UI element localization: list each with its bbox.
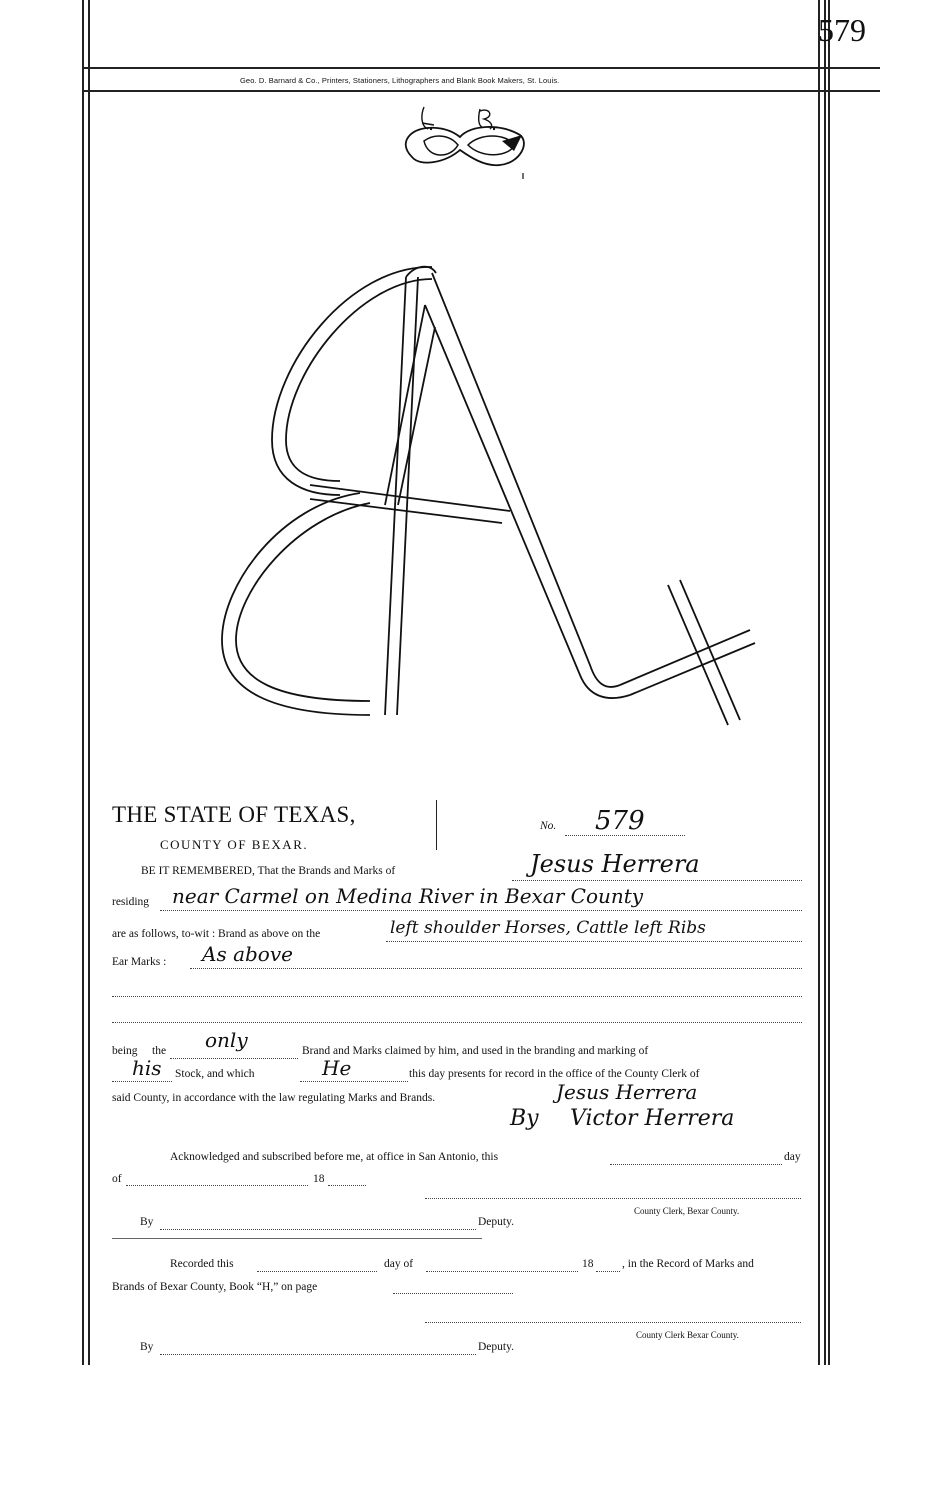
right-margin-rule-1 bbox=[818, 0, 820, 1365]
recorded-text: Recorded this bbox=[170, 1258, 234, 1270]
ack-day-label: day bbox=[784, 1151, 801, 1163]
heading-bracket bbox=[428, 800, 437, 850]
state-heading: THE STATE OF TEXAS, bbox=[112, 802, 356, 827]
separator-rule bbox=[112, 1238, 482, 1239]
blank-line-2 bbox=[112, 1022, 802, 1023]
brand-location: left shoulder Horses, Cattle left Ribs bbox=[390, 918, 706, 938]
brand-icon bbox=[210, 255, 780, 735]
county-heading: COUNTY OF BEXAR. bbox=[160, 837, 309, 852]
deputy-line-2 bbox=[160, 1354, 476, 1355]
signature-name: Jesus Herrera bbox=[556, 1080, 698, 1104]
ear-mark-drawing bbox=[390, 95, 540, 185]
recorded-day-line bbox=[257, 1271, 377, 1272]
clerk-signature-line-1 bbox=[425, 1198, 801, 1199]
record-of-text: , in the Record of Marks and bbox=[622, 1258, 754, 1270]
ack-day-line bbox=[610, 1164, 782, 1165]
brand-drawing bbox=[210, 255, 780, 735]
right-margin-rule-2 bbox=[824, 0, 826, 1365]
left-margin-rule-1 bbox=[82, 0, 84, 1365]
signature-agent: Victor Herrera bbox=[570, 1106, 735, 1131]
residing-line bbox=[160, 910, 802, 911]
follows-label: are as follows, to-wit : Brand as above on the bbox=[112, 928, 321, 940]
record-number-label: No. bbox=[540, 820, 557, 832]
brand-marks-text: Brand and Marks claimed by him, and used in the branding and marking of bbox=[302, 1045, 649, 1057]
remembered-text: BE IT REMEMBERED, That the Brands and Marks of bbox=[141, 865, 396, 877]
being-label: being bbox=[112, 1045, 138, 1057]
stock-text: Stock, and which bbox=[175, 1068, 255, 1080]
only-value: only bbox=[205, 1028, 248, 1052]
ear-mark-icon bbox=[390, 95, 540, 185]
signature-by: By bbox=[510, 1106, 539, 1131]
ear-marks-label: Ear Marks : bbox=[112, 956, 167, 968]
deputy-label-2: Deputy. bbox=[478, 1341, 514, 1353]
brand-location-line bbox=[386, 941, 802, 942]
recorded-month-line bbox=[426, 1271, 578, 1272]
recorded-year-line bbox=[596, 1271, 620, 1272]
day-of-text: day of bbox=[384, 1258, 414, 1270]
clerk-label-1: County Clerk, Bexar County. bbox=[634, 1206, 740, 1216]
record-number-value: 579 bbox=[595, 806, 645, 836]
clerk-signature-line-2 bbox=[425, 1322, 801, 1323]
deputy-label-1: Deputy. bbox=[478, 1216, 514, 1228]
only-line bbox=[170, 1058, 298, 1059]
acknowledged-text: Acknowledged and subscribed before me, at office in San Antonio, this bbox=[170, 1151, 499, 1163]
right-margin-rule-3 bbox=[828, 0, 830, 1365]
recorded-year-prefix: 18 bbox=[582, 1258, 594, 1270]
printer-line: Geo. D. Barnard & Co., Printers, Stationers, Lithographers and Blank Book Makers, St. Louis. bbox=[240, 76, 560, 85]
top-rule-2 bbox=[82, 90, 880, 92]
page-number: 579 bbox=[818, 12, 866, 48]
ack-year-line bbox=[328, 1185, 366, 1186]
clerk-label-2: County Clerk Bexar County. bbox=[636, 1330, 739, 1340]
presents-text: this day presents for record in the office of the County Clerk of bbox=[409, 1068, 700, 1080]
his-value: his bbox=[132, 1056, 162, 1080]
blank-line-1 bbox=[112, 996, 802, 997]
his-line bbox=[112, 1081, 172, 1082]
ack-of-label: of bbox=[112, 1173, 122, 1185]
deputy-line-1 bbox=[160, 1229, 476, 1230]
by-label-1: By bbox=[140, 1216, 154, 1228]
he-line bbox=[300, 1081, 408, 1082]
book-page-line bbox=[393, 1293, 513, 1294]
by-label-2: By bbox=[140, 1341, 154, 1353]
top-rule-1 bbox=[82, 67, 880, 69]
left-margin-rule-2 bbox=[88, 0, 90, 1365]
ack-month-line bbox=[126, 1185, 308, 1186]
ear-marks-line bbox=[190, 968, 802, 969]
he-value: He bbox=[322, 1056, 352, 1080]
residing-value: near Carmel on Medina River in Bexar County bbox=[172, 884, 644, 908]
owner-name: Jesus Herrera bbox=[530, 850, 700, 878]
brands-book-text: Brands of Bexar County, Book “H,” on page bbox=[112, 1281, 318, 1293]
ear-marks-value: As above bbox=[202, 942, 293, 966]
being-the: the bbox=[152, 1045, 167, 1057]
ack-year-prefix: 18 bbox=[313, 1173, 325, 1185]
said-county-text: said County, in accordance with the law regulating Marks and Brands. bbox=[112, 1092, 436, 1104]
residing-label: residing bbox=[112, 896, 150, 908]
owner-name-line bbox=[512, 880, 802, 881]
